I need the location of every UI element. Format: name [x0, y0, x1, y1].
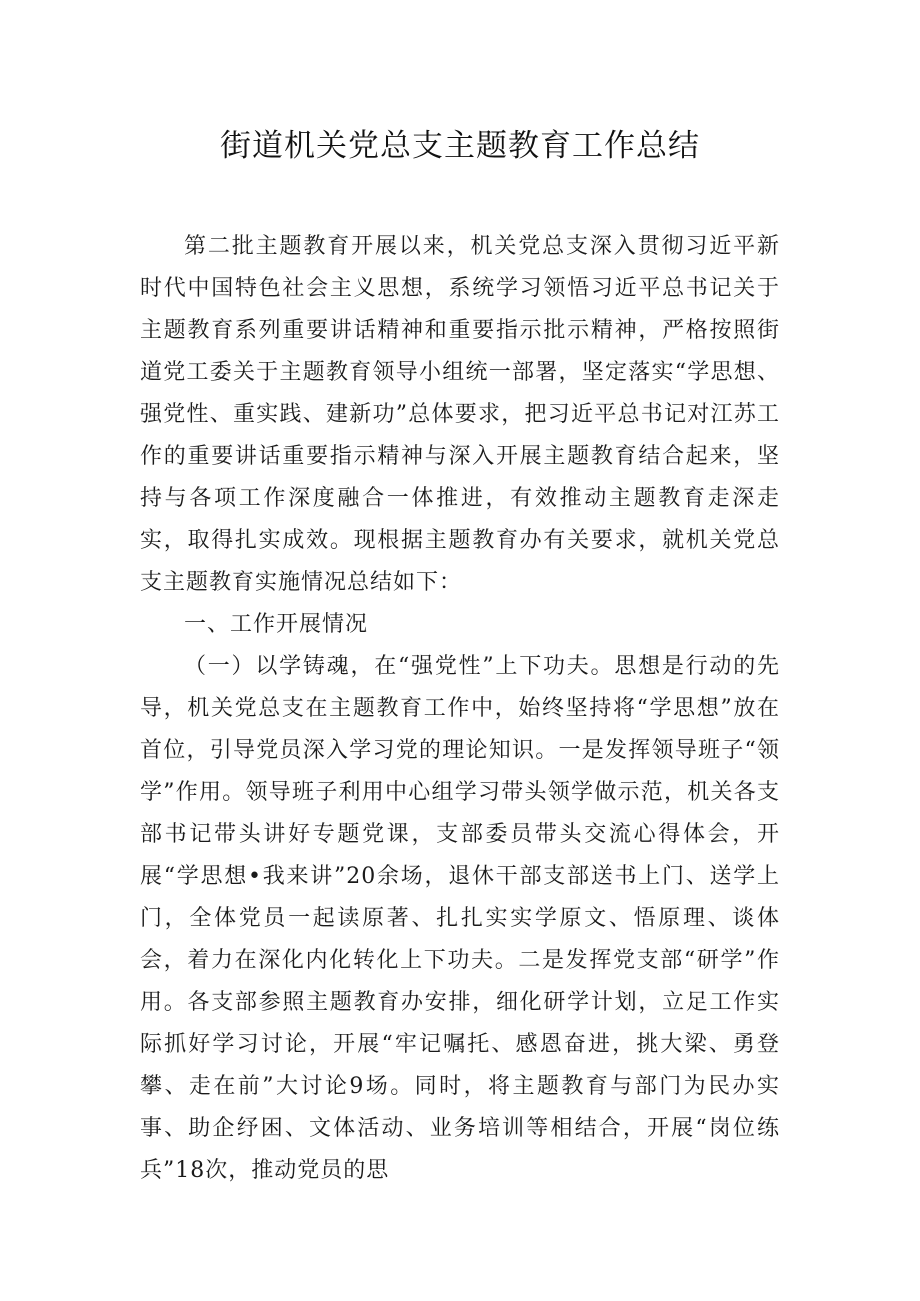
section-heading: 一、工作开展情况 — [184, 612, 369, 637]
document-body — [140, 226, 780, 1192]
intro-paragraph: 第二批主题教育开展以来，机关党总支深入贯彻习近平新时代中国特色社会主义思想，系统学习领悟习近平总书记关于主题教育系列重要讲话精神和重要指示批示精神，严格按照街道党工委关于主题教育领导小组统一部署，坚定落实“学思想、强党性、重实践、建新功”总体要求，把习近平总书记对江苏工作的重要讲话重要指示精神与深入开展主题教育结合起来，坚持与各项工作深度融合一体推进，有效推动主题教育走深走实，取得扎实成效。现根据主题教育办有关要求，就机关党总支主题教育实施情况总结如下： — [140, 234, 780, 595]
document-title: 街道机关党总支主题教育工作总结 — [220, 128, 700, 164]
section-paragraph: （一）以学铸魂，在“强党性”上下功夫。思想是行动的先导，机关党总支在主题教育工作中，始终坚持将“学思想”放在首位，引导党员深入学习党的理论知识。一是发挥领导班子“领学”作用。领导班子利用中心组学习带头领学做示范，机关各支部书记带头讲好专题党课，支部委员带头交流心得体会，开展“学思想•我来讲”20余场，退休干部支部送书上门、送学上门，全体党员一起读原著、扎扎实实学原文、悟原理、谈体会，着力在深化内化转化上下功夫。二是发挥党支部“研学”作用。各支部参照主题教育办安排，细化研学计划，立足工作实际抓好学习讨论，开展“牢记嘱托、感恩奋进，挑大梁、勇登攀、走在前”大讨论9场。同时，将主题教育与部门为民办实事、助企纾困、文体活动、业务培训等相结合，开展“岗位练兵”18次，推动党员的思 — [140, 654, 780, 1183]
